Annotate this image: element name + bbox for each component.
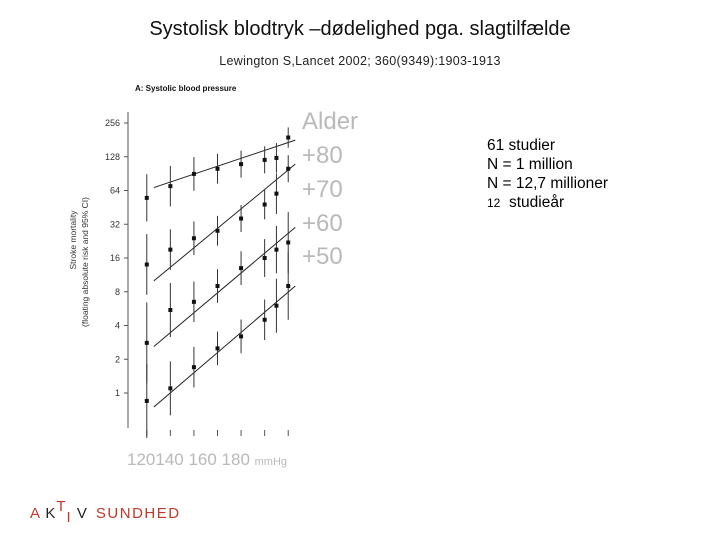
data-point-series-2 <box>145 263 149 267</box>
data-point-series-4 <box>263 318 267 322</box>
data-point-series-2 <box>274 192 278 196</box>
data-point-series-1 <box>239 162 243 166</box>
data-point-series-3 <box>192 300 196 304</box>
data-point-series-2 <box>239 217 243 221</box>
age-label-70: +70 <box>302 176 343 203</box>
fit-line-4 <box>154 286 295 407</box>
slide-subtitle: Lewington S,Lancet 2002; 360(9349):1903-1913 <box>219 54 501 68</box>
x-axis-values: 120140 160 180 <box>127 450 250 469</box>
y-axis-label: Stroke mortality <box>68 210 78 270</box>
data-point-series-3 <box>286 240 290 244</box>
slide-title: Systolisk blodtryk –dødelighed pga. slagtilfælde <box>149 18 571 40</box>
y-tick-label: 128 <box>104 151 120 162</box>
logo-letter-a: A <box>30 505 41 522</box>
data-point-series-1 <box>145 196 149 200</box>
y-tick-label: 32 <box>109 219 120 230</box>
info-person-years: N = 12,7 millioner <box>487 175 609 192</box>
data-point-series-4 <box>274 304 278 308</box>
info-study-years-label: studieår <box>508 194 565 211</box>
data-point-series-4 <box>216 346 220 350</box>
x-axis-unit: mmHg <box>254 456 288 468</box>
data-point-series-2 <box>168 248 172 252</box>
data-point-series-3 <box>274 248 278 252</box>
data-point-series-4 <box>286 284 290 288</box>
logo-letter-k: K <box>45 505 57 522</box>
logo-letter-v: V <box>76 505 88 522</box>
info-studies: 61 studier <box>487 137 556 154</box>
data-point-series-4 <box>192 365 196 369</box>
y-tick-label: 256 <box>104 118 120 128</box>
logo-letter-t: T <box>56 498 67 515</box>
logo-brand-text: SUNDHED <box>95 505 181 522</box>
y-tick-label: 64 <box>109 185 120 196</box>
fit-line-3 <box>154 227 295 346</box>
fit-line-1 <box>154 140 295 187</box>
age-label-60: +60 <box>302 210 343 237</box>
info-participants: N = 1 million <box>487 156 573 173</box>
y-tick-label: 1 <box>114 388 120 398</box>
data-point-series-1 <box>192 172 196 176</box>
data-point-series-2 <box>216 229 220 233</box>
data-point-series-2 <box>192 236 196 240</box>
fit-line-2 <box>154 164 295 281</box>
logo-letter-i: I <box>66 509 72 526</box>
data-point-series-3 <box>216 284 220 288</box>
y-tick-label: 2 <box>114 354 120 365</box>
data-point-series-3 <box>145 341 149 345</box>
data-point-series-3 <box>168 308 172 312</box>
data-point-series-3 <box>239 266 243 270</box>
data-point-series-4 <box>239 334 243 338</box>
data-point-series-1 <box>168 184 172 188</box>
data-point-series-4 <box>145 399 149 403</box>
y-tick-label: 8 <box>114 286 120 297</box>
age-label-50: +50 <box>302 243 343 270</box>
chart-panel-label: A: Systolic blood pressure <box>135 84 237 93</box>
data-point-series-1 <box>274 156 278 160</box>
y-tick-label: 16 <box>109 253 120 263</box>
data-point-series-1 <box>263 158 267 162</box>
info-study-years-count: 12 <box>487 196 501 210</box>
age-label-header: Alder <box>302 108 359 135</box>
data-point-series-2 <box>286 167 290 171</box>
y-tick-label: 4 <box>114 320 120 331</box>
y-axis-label-sub: (floating absolute risk and 95% CI) <box>80 197 90 327</box>
data-point-series-2 <box>263 203 267 207</box>
data-point-series-1 <box>216 167 220 171</box>
age-label-80: +80 <box>302 142 343 169</box>
data-point-series-3 <box>263 256 267 260</box>
data-point-series-1 <box>286 136 290 140</box>
data-point-series-4 <box>168 386 172 390</box>
